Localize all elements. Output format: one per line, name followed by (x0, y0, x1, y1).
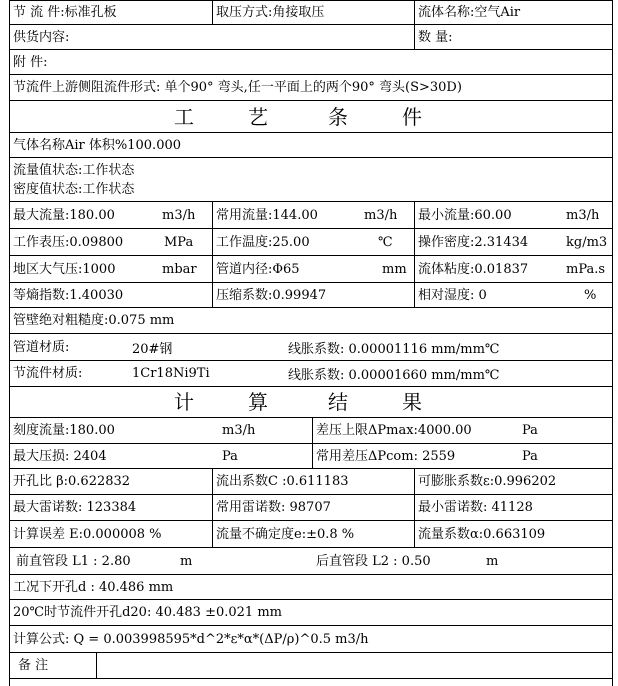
calc-header-char-1: 计 (174, 390, 194, 414)
row-reynolds (10, 495, 612, 521)
row-errors (10, 521, 612, 548)
row-beta (10, 469, 612, 495)
work-temperature: 工作温度:25.00 (212, 229, 414, 255)
flow-state: 流量值状态:工作状态 (13, 162, 135, 178)
pipe-expansion-coef: 线胀系数: 0.00001116 mm/mm℃ (288, 341, 500, 357)
quantity: 数 量: (414, 25, 612, 49)
operating-density-unit: kg/m3 (566, 234, 608, 250)
row-scale-flow (10, 418, 612, 444)
row-gas (10, 133, 612, 158)
fluid-viscosity: 流体粘度:0.01837 (414, 256, 612, 282)
flow-uncertainty: 流量不确定度e:±0.8 % (212, 521, 414, 547)
compressibility: 压缩系数:0.99947 (212, 283, 414, 307)
max-reynolds: 最大雷诺数: 123384 (13, 500, 137, 515)
supply-content: 供货内容: (13, 29, 70, 45)
element-expansion-coef: 线胀系数: 0.00001660 mm/mm℃ (288, 368, 500, 383)
process-header-char-4: 件 (402, 104, 422, 129)
bore-at-20c: 20℃时节流件开孔d20: 40.483 ±0.021 mm (13, 605, 282, 620)
row-atm-pipe (10, 256, 612, 283)
dp-max: 差压上限ΔPmax:4000.00 (312, 418, 612, 443)
calc-error: 计算误差 E:0.000008 % (13, 526, 162, 542)
work-pressure: 工作表压:0.09800 (13, 234, 124, 250)
row-states (10, 158, 612, 202)
process-header-char-3: 条 (328, 104, 348, 129)
row-pressure-loss (10, 444, 612, 469)
row-element-info (10, 0, 612, 25)
row-work-conditions (10, 229, 612, 256)
row-formula (10, 626, 612, 653)
atmospheric-pressure-unit: mbar (162, 261, 197, 277)
upstream-straight-length: 前直管段 L1 : 2.80 (16, 553, 131, 569)
fluid-name: 流体名称:空气Air (414, 0, 612, 24)
row-roughness (10, 308, 612, 334)
calc-formula: 计算公式: Q = 0.003998595*d^2*ε*α*(ΔP/ρ)^0.5 m3/h (13, 631, 369, 647)
working-bore: 工况下开孔d : 40.486 mm (13, 579, 174, 595)
dp-max-unit: Pa (522, 423, 538, 438)
element-type: 节 流 件:标准孔板 (13, 4, 117, 20)
min-reynolds: 最小雷诺数: 41128 (414, 495, 612, 520)
remarks-label: 备 注 (18, 658, 49, 673)
normal-reynolds: 常用雷诺数: 98707 (212, 495, 414, 520)
row-bore20 (10, 600, 612, 626)
dp-common: 常用差压ΔPcom: 2559 (312, 444, 612, 468)
tap-method: 取压方式:角接取压 (212, 0, 414, 24)
density-state: 密度值状态:工作状态 (13, 181, 135, 197)
remarks-value (96, 653, 612, 678)
atmospheric-pressure: 地区大气压:1000 (13, 261, 116, 277)
row-pipe-material (10, 334, 612, 361)
pipe-material: 20#钢 (132, 341, 173, 357)
flow-coefficient: 流量系数α:0.663109 (414, 521, 612, 547)
row-flow-rates (10, 202, 612, 229)
process-conditions-header (10, 101, 612, 133)
min-flow-unit: m3/h (566, 207, 600, 223)
pipe-inner-diameter-unit: mm (382, 261, 407, 277)
scale-flow-unit: m3/h (222, 423, 256, 438)
max-flow-unit: m3/h (162, 207, 196, 223)
normal-flow: 常用流量:144.00 (212, 202, 414, 228)
work-pressure-unit: MPa (164, 234, 194, 250)
row-coefficients (10, 283, 612, 308)
row-supply (10, 25, 612, 50)
scale-flow: 刻度流量:180.00 (13, 423, 115, 438)
dp-common-unit: Pa (522, 448, 538, 464)
max-pressure-loss: 最大压损: 2404 (13, 448, 107, 464)
beta-ratio: 开孔比 β:0.622832 (13, 474, 131, 489)
discharge-coef: 流出系数C :0.611183 (212, 469, 414, 494)
calculation-results-header (10, 387, 612, 418)
upstream-fitting: 节流件上游侧阻流件形式: 单个90° 弯头,任一平面上的两个90° 弯头(S>30D) (13, 80, 462, 95)
element-material-label: 节流件材质: (13, 366, 83, 381)
calc-header-char-2: 算 (248, 390, 268, 414)
row-element-material (10, 361, 612, 387)
downstream-straight-length-unit: m (486, 553, 499, 569)
pipe-inner-diameter: 管道内径:Φ65 (212, 256, 414, 282)
element-material: 1Cr18Ni9Ti (132, 366, 210, 381)
attachment: 附 件: (13, 54, 48, 70)
min-flow: 最小流量:60.00 (414, 202, 612, 228)
pipe-material-label: 管道材质: (13, 339, 70, 355)
row-straight-lengths (10, 548, 612, 575)
row-remarks (10, 653, 612, 679)
normal-flow-unit: m3/h (364, 207, 398, 223)
gas-composition: 气体名称Air 体积%100.000 (13, 137, 182, 153)
process-header-char-1: 工 (174, 104, 194, 129)
isentropic-exponent: 等熵指数:1.40030 (13, 287, 124, 303)
relative-humidity-unit: % (584, 287, 597, 303)
row-bore (10, 575, 612, 600)
calc-header-char-4: 果 (402, 390, 422, 414)
row-attachment (10, 50, 612, 75)
expansion-factor: 可膨胀系数ε:0.996202 (414, 469, 612, 494)
max-flow: 最大流量:180.00 (13, 207, 115, 223)
max-pressure-loss-unit: Pa (222, 448, 238, 464)
spec-sheet (9, 0, 613, 686)
upstream-straight-length-unit: m (180, 553, 193, 569)
downstream-straight-length: 后直管段 L2 : 0.50 (316, 553, 431, 569)
calc-header-char-3: 结 (328, 390, 348, 414)
row-upstream (10, 75, 612, 101)
operating-density: 操作密度:2.31434 (414, 229, 612, 255)
wall-roughness: 管壁绝对粗糙度:0.075 mm (13, 313, 175, 328)
process-header-char-2: 艺 (248, 104, 268, 129)
fluid-viscosity-unit: mPa.s (566, 261, 606, 277)
work-temperature-unit: ℃ (378, 234, 393, 250)
relative-humidity: 相对湿度: 0 (414, 283, 612, 307)
